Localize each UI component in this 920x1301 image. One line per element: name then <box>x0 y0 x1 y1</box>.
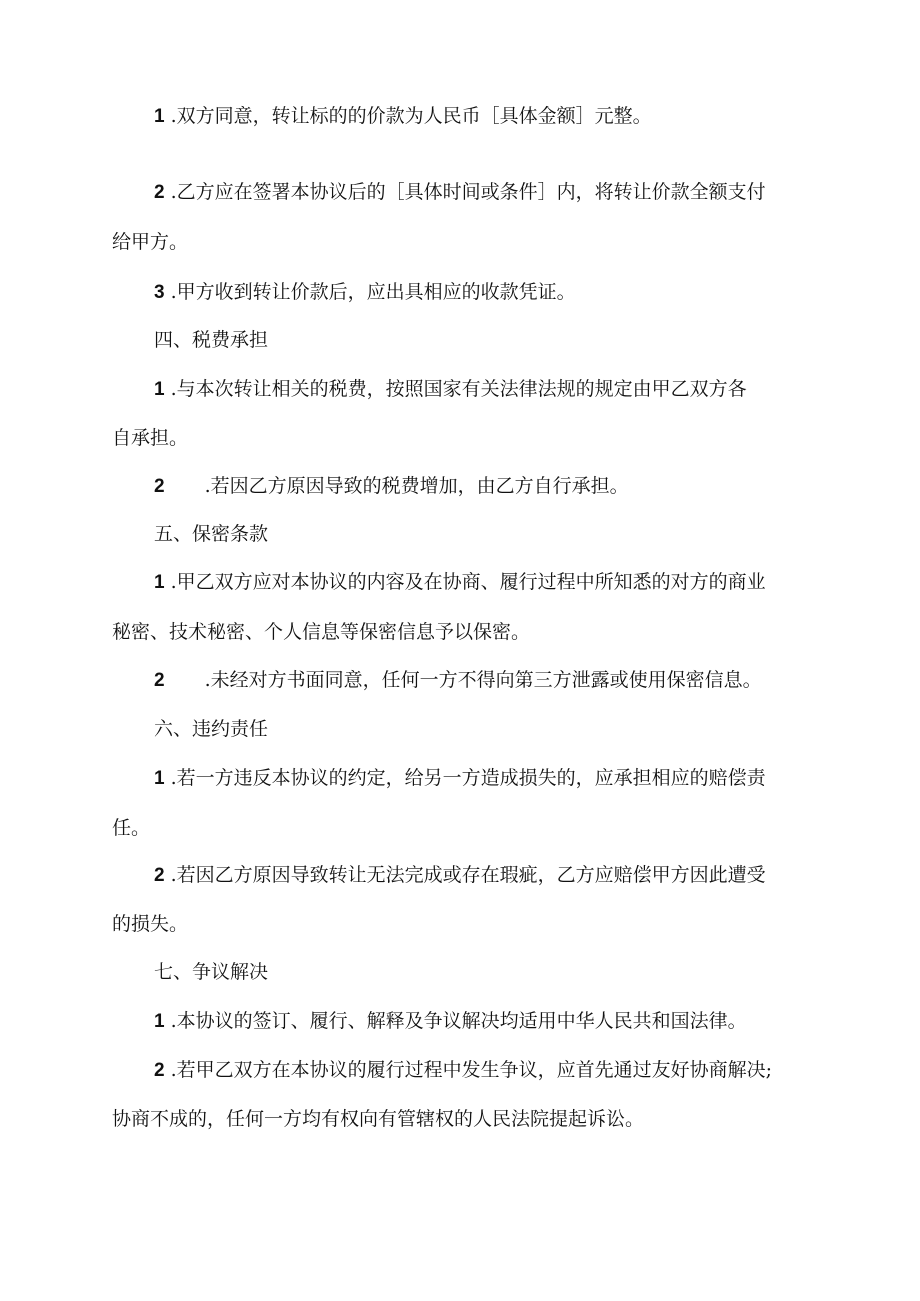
clause-continuation: 任。 <box>112 817 151 839</box>
clause-number: 1 <box>154 572 165 593</box>
clause-number: 3 <box>154 282 165 303</box>
clause-text: .若因乙方原因导致的税费增加，由乙方自行承担。 <box>204 475 629 497</box>
clause-line <box>154 1058 772 1083</box>
clause-number: 2 <box>154 670 165 691</box>
clause-number: 2 <box>154 865 165 886</box>
clause-number: 2 <box>154 476 165 497</box>
clause-text: .甲方收到转让价款后，应出具相应的收款凭证。 <box>170 281 576 303</box>
clause-number: 2 <box>154 182 165 203</box>
clause-text: .若一方违反本协议的约定，给另一方造成损失的，应承担相应的赔偿责 <box>170 767 766 789</box>
section-heading: 四、税费承担 <box>154 329 269 351</box>
clause-number: 1 <box>154 1011 165 1032</box>
clause-number: 1 <box>154 106 165 127</box>
clause-line <box>154 863 766 888</box>
clause-continuation: 给甲方。 <box>112 231 189 253</box>
clause-text: .双方同意，转让标的的价款为人民币［具体金额］元整。 <box>170 105 652 127</box>
clause-text: .未经对方书面同意，任何一方不得向第三方泄露或使用保密信息。 <box>204 669 762 691</box>
clause-text: .若甲乙双方在本协议的履行过程中发生争议，应首先通过友好协商解决; <box>170 1059 773 1081</box>
clause-number: 2 <box>154 1060 165 1081</box>
section-heading: 五、保密条款 <box>154 523 269 545</box>
clause-line <box>154 280 576 305</box>
clause-continuation: 协商不成的，任何一方均有权向有管辖权的人民法院提起诉讼。 <box>112 1108 645 1130</box>
section-heading: 七、争议解决 <box>154 961 269 983</box>
clause-line <box>154 668 762 693</box>
clause-line <box>154 570 766 595</box>
clause-number: 1 <box>154 379 165 400</box>
clause-line <box>154 377 747 402</box>
clause-number: 1 <box>154 768 165 789</box>
clause-line <box>154 104 652 129</box>
clause-text: .本协议的签订、履行、解释及争议解决均适用中华人民共和国法律。 <box>170 1010 747 1032</box>
clause-line <box>154 474 629 499</box>
clause-text: .甲乙双方应对本协议的内容及在协商、履行过程中所知悉的对方的商业 <box>170 571 766 593</box>
clause-continuation: 自承担。 <box>112 427 189 449</box>
clause-text: .与本次转让相关的税费，按照国家有关法律法规的规定由甲乙双方各 <box>170 378 747 400</box>
clause-text: .乙方应在签署本协议后的［具体时间或条件］内，将转让价款全额支付 <box>170 181 766 203</box>
clause-line <box>154 766 766 791</box>
clause-line <box>154 180 766 205</box>
clause-continuation: 秘密、技术秘密、个人信息等保密信息予以保密。 <box>112 621 531 643</box>
clause-text: .若因乙方原因导致转让无法完成或存在瑕疵，乙方应赔偿甲方因此遭受 <box>170 864 766 886</box>
clause-line <box>154 1009 747 1034</box>
clause-continuation: 的损失。 <box>112 913 189 935</box>
section-heading: 六、违约责任 <box>154 718 269 740</box>
